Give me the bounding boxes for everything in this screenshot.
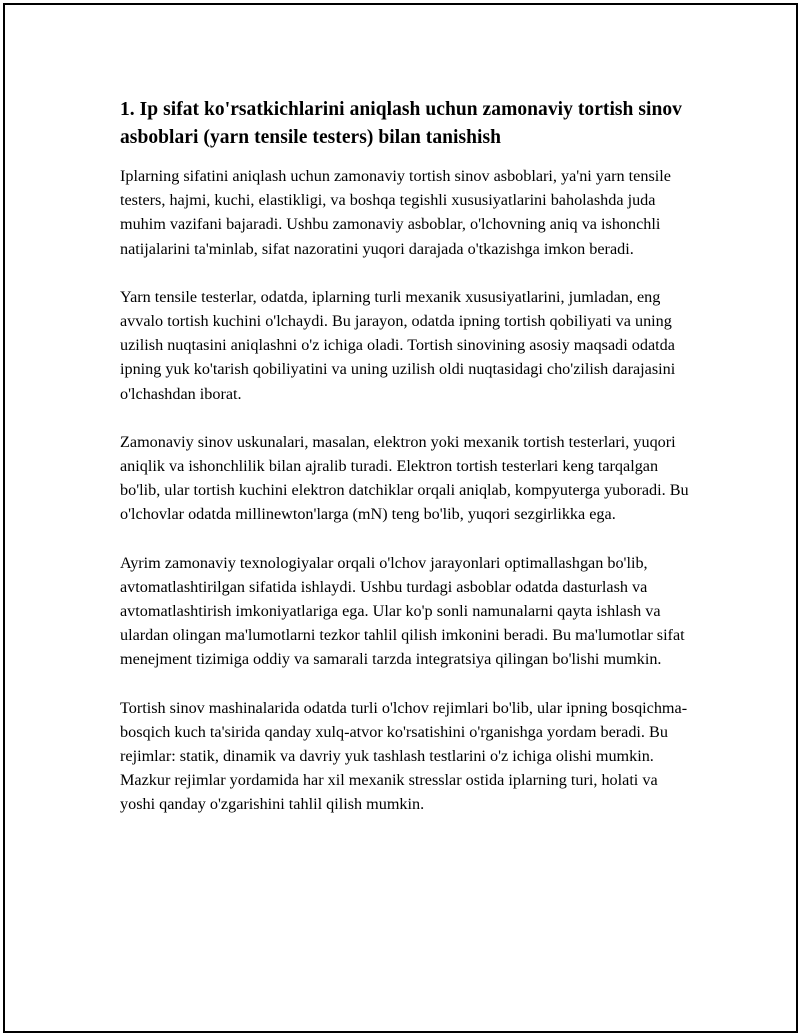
paragraph-4: Ayrim zamonaviy texnologiyalar orqali o'lchov jarayonlari optimallashgan bo'lib, avtomatlashtirilgan sifatida ishlaydi. Ushbu turdagi asboblar odatda dasturlash va avtomatlashtirish imkoniyatlariga ega. Ular ko'p sonli namunalarni qayta ishlash va ulardan olingan ma'lumotlarni tezkor tahlil qilish imkonini beradi. Bu ma'lumotlar sifat menejment tizimiga oddiy va samarali tarzda integratsiya qilingan bo'lishi mumkin. xyxy=(120,553,685,669)
paragraph-1: Iplarning sifatini aniqlash uchun zamonaviy tortish sinov asboblari, ya'ni yarn tensile testers, hajmi, kuchi, elastikligi, va boshqa tegishli xususiyatlarini baholashda juda muhim vazifani bajaradi. Ushbu zamonaviy asboblar, o'lchovning aniq va ishonchli natijalarini ta'minlab, sifat nazoratini yuqori darajada o'tkazishga imkon beradi. xyxy=(120,167,671,258)
paragraph-5: Tortish sinov mashinalarida odatda turli o'lchov rejimlari bo'lib, ular ipning bosqichma-bosqich kuch ta'sirida qanday xulq-atvor ko'rsatishini o'rganishga yordam beradi. Bu rejimlar: statik, dinamik va davriy yuk tashlash testlarini o'z ichiga olishi mumkin. Mazkur rejimlar yordamida har xil mexanik stresslar ostida iplarning turi, holati va yoshi qanday o'zgarishini tahlil qilish mumkin. xyxy=(120,698,688,814)
section-title: 1. Ip sifat ko'rsatkichlarini aniqlash uchun zamonaviy tortish sinov asboblari (yarn tensile testers) bilan tanishish xyxy=(120,99,682,148)
paragraph-2: Yarn tensile testerlar, odatda, iplarning turli mexanik xususiyatlarini, jumladan, eng avvalo tortish kuchini o'lchaydi. Bu jarayon, odatda ipning tortish qobiliyati va uning uzilish nuqtasini aniqlashni o'z ichiga oladi. Tortish sinovining asosiy maqsadi odatda ipning yuk ko'tarish qobiliyatini va uning uzilish oldi nuqtasidagi cho'zilish darajasini o'lchashdan iborat. xyxy=(120,287,676,403)
paragraph-3: Zamonaviy sinov uskunalari, masalan, elektron yoki mexanik tortish testerlari, yuqori aniqlik va ishonchlilik bilan ajralib turadi. Elektron tortish testerlari keng tarqalgan bo'lib, ular tortish kuchini elektron datchiklar orqali aniqlab, kompyuterga yuboradi. Bu o'lchovlar odatda millinewton'larga (mN) teng bo'lib, yuqori sezgirlikka ega. xyxy=(120,432,689,524)
document-body xyxy=(120,96,695,841)
page-frame xyxy=(3,3,798,1033)
